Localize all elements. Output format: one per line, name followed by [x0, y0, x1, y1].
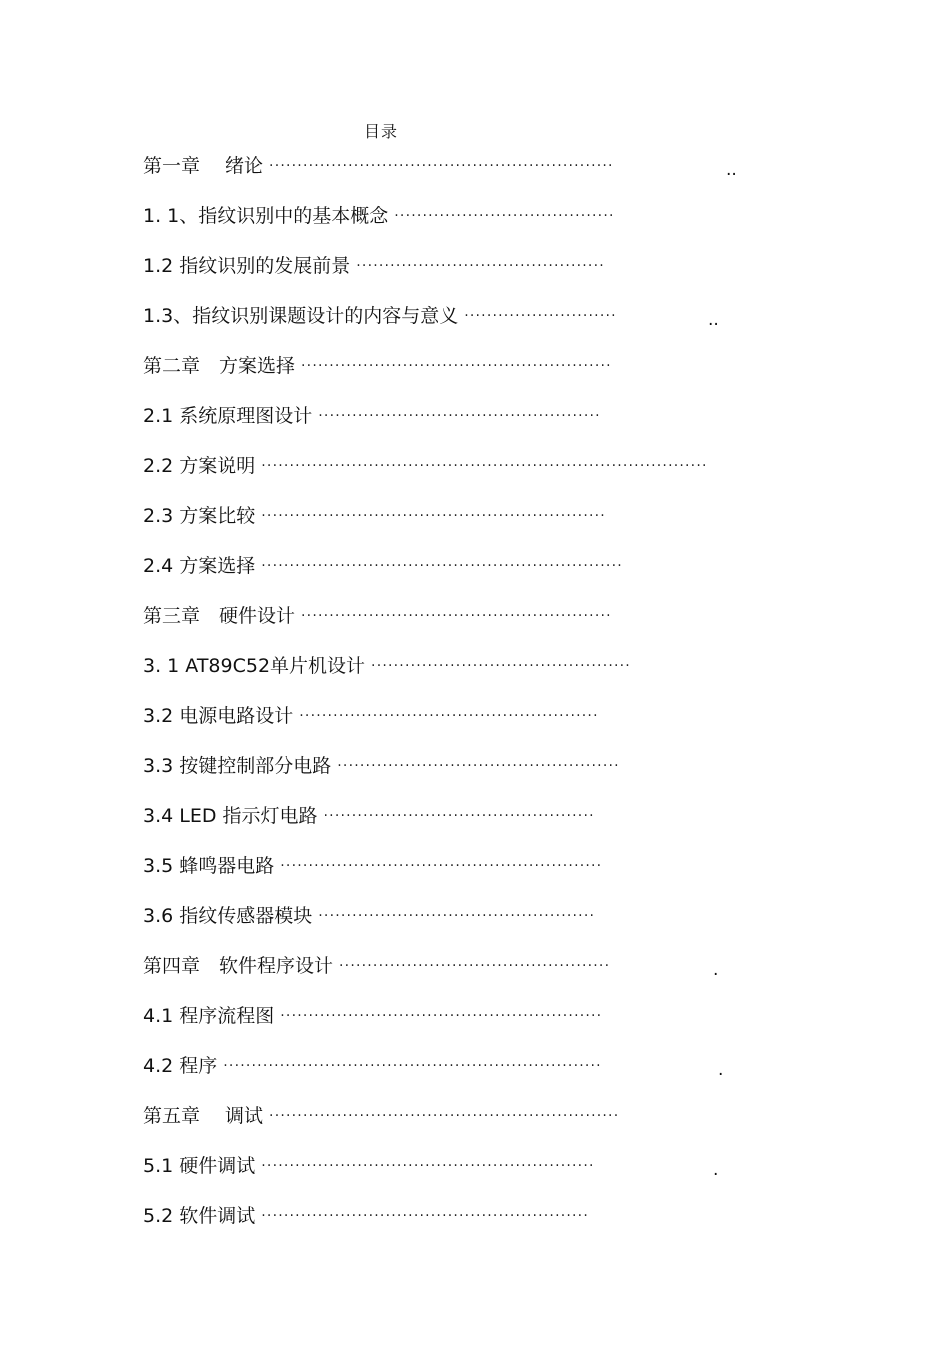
- toc-entry: [143, 600, 763, 650]
- toc-entry: [143, 400, 763, 450]
- toc-entry: [143, 750, 763, 800]
- toc-entry-text: 2.4 方案选择: [143, 555, 256, 577]
- toc-entry-leader: ·························································: [280, 1008, 603, 1024]
- toc-entry-trail: .: [713, 960, 719, 980]
- toc-entry-leader: ·······································: [394, 208, 615, 224]
- toc-entry-text: 第一章 绪论: [143, 155, 264, 177]
- toc-entry-leader: ···············································································: [261, 458, 708, 474]
- toc-entry: [143, 500, 763, 550]
- toc-entry-leader: ·····························································: [269, 158, 614, 174]
- toc-list: [143, 150, 763, 1250]
- toc-entry-text: 5.2 软件调试: [143, 1205, 256, 1227]
- toc-entry: [143, 700, 763, 750]
- toc-entry-text: 2.3 方案比较: [143, 505, 256, 527]
- toc-entry-trail: .: [718, 1060, 724, 1080]
- toc-entry: [143, 200, 763, 250]
- toc-entry-text: 1.2 指纹识别的发展前景: [143, 255, 351, 277]
- toc-entry: [143, 850, 763, 900]
- toc-entry: [143, 1150, 763, 1200]
- toc-entry-leader: ·····························································: [261, 508, 606, 524]
- toc-entry-text: 3.4 LED 指示灯电路: [143, 805, 318, 827]
- toc-entry-leader: ··················································: [318, 408, 601, 424]
- toc-entry: [143, 450, 763, 500]
- toc-entry-text: 第三章 硬件设计: [143, 605, 296, 627]
- toc-entry: [143, 950, 763, 1000]
- toc-entry: [143, 650, 763, 700]
- toc-entry-leader: ·················································: [318, 908, 596, 924]
- toc-entry: [143, 250, 763, 300]
- toc-entry-text: 第五章 调试: [143, 1105, 264, 1127]
- toc-entry-leader: ·····················································: [299, 708, 599, 724]
- toc-entry-text: 5.1 硬件调试: [143, 1155, 256, 1177]
- toc-entry-trail: ..: [726, 160, 737, 180]
- toc-entry-leader: ················································: [323, 808, 595, 824]
- toc-entry-text: 2.1 系统原理图设计: [143, 405, 313, 427]
- toc-entry-text: 2.2 方案说明: [143, 455, 256, 477]
- toc-entry-leader: ······························································: [269, 1108, 620, 1124]
- toc-entry: [143, 1000, 763, 1050]
- toc-entry: [143, 550, 763, 600]
- toc-entry-leader: ·······················································: [301, 608, 612, 624]
- toc-title: 目录: [364, 122, 399, 141]
- toc-entry-leader: ································································: [261, 558, 623, 574]
- toc-entry-leader: ···································································: [223, 1058, 602, 1074]
- toc-entry-leader: ················································: [339, 958, 611, 974]
- toc-entry: [143, 1100, 763, 1150]
- toc-entry-text: 1.3、指纹识别课题设计的内容与意义: [143, 305, 459, 327]
- toc-entry-leader: ···························: [464, 308, 617, 324]
- toc-entry: [143, 150, 763, 200]
- toc-entry-leader: ··························································: [261, 1208, 589, 1224]
- toc-entry-leader: ··················································: [337, 758, 620, 774]
- toc-entry-text: 3.2 电源电路设计: [143, 705, 294, 727]
- toc-entry-trail: .: [713, 1160, 719, 1180]
- toc-entry-text: 第二章 方案选择: [143, 355, 296, 377]
- toc-entry-leader: ·······················································: [301, 358, 612, 374]
- toc-entry-text: 3.5 蜂鸣器电路: [143, 855, 275, 877]
- toc-entry-text: 3. 1 AT89C52单片机设计: [143, 655, 366, 677]
- toc-entry-text: 3.6 指纹传感器模块: [143, 905, 313, 927]
- toc-entry-text: 4.1 程序流程图: [143, 1005, 275, 1027]
- toc-entry-leader: ·························································: [280, 858, 603, 874]
- toc-entry: [143, 1050, 763, 1100]
- toc-entry-text: 4.2 程序: [143, 1055, 218, 1077]
- toc-entry: [143, 1200, 763, 1250]
- toc-entry-leader: ············································: [356, 258, 605, 274]
- toc-entry-leader: ··············································: [371, 658, 631, 674]
- toc-entry: [143, 350, 763, 400]
- toc-entry: [143, 300, 763, 350]
- toc-entry-text: 1. 1、指纹识别中的基本概念: [143, 205, 389, 227]
- toc-entry-trail: ..: [708, 310, 719, 330]
- toc-entry: [143, 900, 763, 950]
- toc-entry-text: 第四章 软件程序设计: [143, 955, 334, 977]
- toc-entry-leader: ···························································: [261, 1158, 595, 1174]
- toc-entry-text: 3.3 按键控制部分电路: [143, 755, 332, 777]
- toc-entry: [143, 800, 763, 850]
